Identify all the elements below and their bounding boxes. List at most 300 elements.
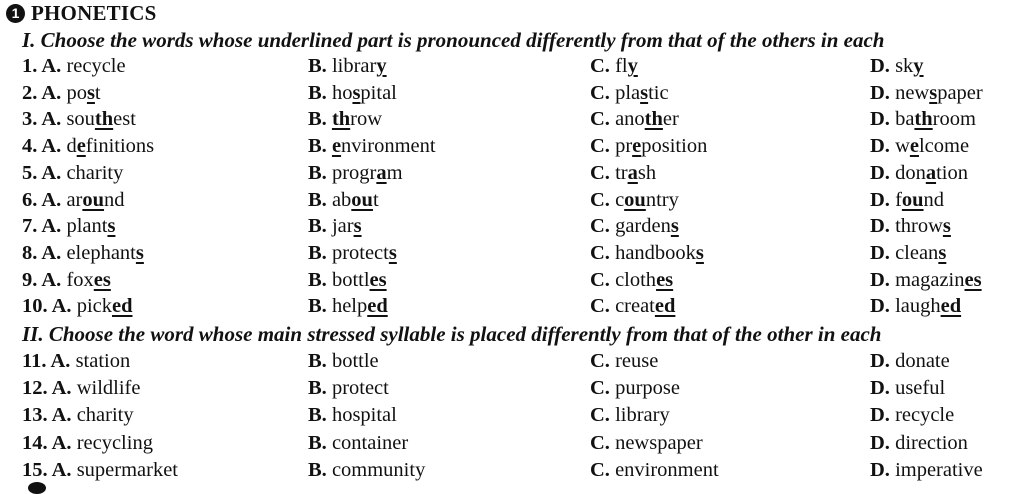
word-part: ntry: [645, 188, 679, 211]
option-a: [22, 457, 178, 484]
underlined-part: es: [964, 268, 982, 291]
option-b: [308, 106, 382, 133]
option-word: [332, 189, 379, 211]
question-row: [0, 160, 1024, 187]
question-number-and-option-label: [22, 135, 61, 157]
word-part: finitions: [85, 135, 155, 158]
option-d: [870, 187, 944, 214]
option-word: [66, 189, 124, 211]
underlined-part: es: [656, 268, 674, 291]
option-word: [332, 242, 397, 264]
underlined-part: s: [388, 241, 397, 264]
option-letter: A.: [50, 350, 71, 372]
underlined-part: s: [929, 81, 938, 104]
option-label: [590, 215, 610, 237]
option-word: [66, 269, 110, 291]
underlined-part: th: [644, 108, 663, 131]
option-word: [76, 350, 131, 372]
option-word: [332, 108, 382, 130]
question-number: 14.: [22, 431, 48, 454]
option-b: [308, 402, 397, 429]
question-number: 15.: [22, 458, 48, 481]
word-part: plant: [66, 215, 108, 238]
underlined-part: s: [86, 81, 95, 104]
option-letter: C.: [590, 188, 610, 211]
option-word: [895, 135, 969, 157]
option-label: [308, 377, 327, 399]
word-part: er: [662, 108, 679, 131]
question-number: 13.: [22, 404, 48, 427]
option-d: [870, 430, 968, 457]
option-word: [895, 404, 954, 426]
question-number: 9.: [22, 268, 38, 291]
underlined-part: s: [942, 215, 951, 238]
option-b: [308, 457, 425, 484]
question-row: [0, 133, 1024, 160]
option-word: [77, 377, 141, 399]
question-row: [0, 457, 1024, 484]
word-part: sk: [895, 55, 914, 77]
word-part: charity: [76, 404, 134, 427]
option-a: [22, 402, 134, 429]
word-part: ar: [66, 188, 83, 211]
option-letter: B.: [308, 55, 327, 77]
word-part: direction: [895, 431, 968, 454]
option-label: [870, 350, 890, 372]
word-part: ano: [615, 108, 645, 131]
word-part: protect: [331, 377, 389, 400]
option-letter: B.: [308, 161, 327, 184]
option-label: [308, 108, 327, 130]
option-a: [22, 267, 111, 294]
question-row: [0, 375, 1024, 402]
option-b: [308, 160, 403, 187]
word-part: m: [386, 161, 403, 184]
option-c: [590, 213, 679, 240]
word-part: c: [615, 188, 625, 211]
word-part: don: [895, 161, 926, 184]
word-part: f: [895, 188, 902, 211]
option-label: [590, 189, 610, 211]
option-letter: A.: [51, 458, 72, 481]
option-letter: C.: [590, 404, 610, 427]
question-number-and-option-label: [22, 55, 61, 77]
word-part: throw: [895, 215, 943, 238]
word-part: handbook: [615, 241, 696, 264]
option-c: [590, 293, 675, 320]
option-d: [870, 402, 954, 429]
option-letter: B.: [308, 295, 327, 318]
question-number: 5.: [22, 161, 38, 184]
option-d: [870, 267, 982, 294]
question-number-and-option-label: [22, 295, 72, 317]
word-part: lcome: [918, 135, 970, 158]
option-word: [332, 459, 425, 481]
option-label: [870, 189, 890, 211]
underlined-part: ou: [901, 188, 924, 211]
option-c: [590, 106, 679, 133]
option-word: [895, 108, 976, 130]
word-part: bottle: [331, 350, 379, 372]
option-letter: A.: [41, 268, 62, 291]
underlined-part: ou: [82, 188, 105, 211]
word-part: newspaper: [615, 431, 703, 454]
option-letter: A.: [41, 108, 62, 131]
word-part: t: [372, 188, 379, 211]
option-letter: A.: [51, 295, 72, 318]
option-label: [590, 242, 610, 264]
word-part: sh: [637, 161, 657, 184]
question-number-and-option-label: [22, 162, 61, 184]
option-letter: A.: [41, 215, 62, 238]
option-letter: A.: [51, 377, 72, 400]
option-word: [332, 55, 387, 77]
option-letter: D.: [870, 81, 890, 104]
word-part: bottl: [331, 268, 370, 291]
section-header: [6, 1, 157, 25]
option-label: [308, 82, 327, 104]
option-word: [332, 162, 403, 184]
option-label: [590, 135, 610, 157]
underlined-part: ou: [351, 188, 373, 211]
word-part: new: [895, 81, 930, 104]
option-label: [870, 242, 890, 264]
question-row: [0, 293, 1024, 320]
option-label: [590, 55, 610, 77]
word-part: tion: [936, 161, 968, 184]
question-number: 7.: [22, 215, 38, 238]
option-c: [590, 133, 707, 160]
option-word: [895, 242, 946, 264]
option-word: [615, 242, 704, 264]
underlined-part: ed: [111, 295, 133, 318]
option-label: [870, 295, 890, 317]
word-part: tr: [615, 161, 628, 184]
option-word: [332, 269, 387, 291]
option-label: [308, 350, 327, 372]
underlined-part: ed: [367, 295, 388, 318]
option-letter: C.: [590, 161, 610, 184]
option-letter: C.: [590, 108, 610, 131]
option-b: [308, 53, 387, 80]
question-number-and-option-label: [22, 82, 61, 104]
option-c: [590, 240, 704, 267]
option-letter: B.: [308, 404, 327, 427]
underlined-part: e: [909, 135, 919, 158]
question-number-and-option-label: [22, 377, 72, 399]
option-word: [66, 108, 136, 130]
question-row: [0, 430, 1024, 457]
option-label: [308, 404, 327, 426]
underlined-part: s: [135, 241, 144, 264]
word-part: clean: [895, 241, 939, 264]
option-a: [22, 430, 153, 457]
option-letter: D.: [870, 268, 890, 291]
option-b: [308, 80, 397, 107]
word-part: pr: [615, 135, 633, 158]
option-label: [870, 135, 890, 157]
option-word: [615, 295, 675, 317]
option-letter: D.: [870, 458, 890, 481]
underlined-part: s: [670, 215, 679, 238]
word-part: pla: [615, 81, 641, 104]
underlined-part: a: [925, 161, 937, 184]
option-a: [22, 187, 125, 214]
option-word: [615, 215, 679, 237]
option-letter: A.: [41, 161, 62, 184]
underlined-part: s: [353, 215, 362, 238]
option-word: [77, 432, 153, 454]
option-word: [615, 404, 670, 426]
word-part: tic: [648, 81, 669, 104]
option-word: [895, 432, 968, 454]
word-part: useful: [895, 377, 946, 400]
underlined-part: th: [914, 108, 933, 131]
word-part: community: [331, 458, 426, 481]
option-c: [590, 348, 658, 375]
option-word: [66, 82, 100, 104]
option-c: [590, 267, 673, 294]
underlined-part: ed: [654, 295, 676, 318]
word-part: nd: [923, 188, 945, 211]
option-b: [308, 348, 379, 375]
option-d: [870, 457, 983, 484]
option-letter: B.: [308, 431, 327, 454]
option-label: [308, 135, 327, 157]
instruction-part-2: II. Choose the word whose main stressed syllable is placed differently from that of the other in each: [22, 322, 882, 346]
option-b: [308, 133, 436, 160]
option-label: [308, 215, 327, 237]
option-letter: C.: [590, 431, 610, 454]
option-b: [308, 187, 379, 214]
option-label: [590, 350, 610, 372]
option-label: [590, 82, 610, 104]
option-label: [870, 404, 890, 426]
option-word: [77, 295, 133, 317]
option-word: [895, 82, 983, 104]
question-row: [0, 187, 1024, 214]
underlined-part: es: [93, 268, 111, 291]
option-word: [895, 215, 951, 237]
option-letter: C.: [590, 81, 610, 104]
word-part: sou: [66, 108, 95, 131]
option-a: [22, 213, 115, 240]
option-a: [22, 53, 126, 80]
word-part: progr: [331, 161, 377, 184]
option-label: [870, 269, 890, 291]
question-number-and-option-label: [22, 215, 61, 237]
question-number: 2.: [22, 81, 38, 104]
option-letter: D.: [870, 188, 890, 211]
option-b: [308, 213, 362, 240]
option-letter: A.: [41, 241, 62, 264]
option-word: [332, 295, 388, 317]
question-number: 4.: [22, 135, 38, 158]
word-part: help: [331, 295, 368, 318]
option-word: [895, 269, 982, 291]
section-title: PHONETICS: [31, 0, 157, 25]
option-c: [590, 457, 719, 484]
word-part: recycle: [66, 55, 126, 77]
option-word: [332, 350, 379, 372]
option-letter: D.: [870, 431, 890, 454]
question-row: [0, 106, 1024, 133]
option-word: [615, 108, 679, 130]
word-part: po: [66, 81, 87, 104]
option-a: [22, 293, 132, 320]
option-word: [66, 162, 123, 184]
option-word: [615, 459, 719, 481]
next-section-badge-partial: [28, 482, 46, 494]
option-word: [895, 350, 950, 372]
question-row: [0, 348, 1024, 375]
option-c: [590, 430, 703, 457]
option-word: [895, 162, 968, 184]
option-d: [870, 293, 961, 320]
word-part: row: [350, 108, 383, 131]
word-part: protect: [331, 241, 389, 264]
option-letter: C.: [590, 215, 610, 238]
word-part: ab: [331, 188, 352, 211]
word-part: garden: [615, 215, 671, 238]
option-d: [870, 240, 946, 267]
instruction-part-1: I. Choose the words whose underlined part is pronounced differently from that of the others in each: [22, 28, 885, 52]
option-letter: D.: [870, 161, 890, 184]
option-label: [590, 404, 610, 426]
underlined-part: ed: [940, 295, 962, 318]
underlined-part: a: [376, 161, 387, 184]
option-a: [22, 348, 130, 375]
option-b: [308, 430, 408, 457]
word-part: laugh: [895, 295, 941, 318]
option-label: [870, 162, 890, 184]
option-letter: D.: [870, 377, 890, 400]
option-word: [332, 432, 408, 454]
option-word: [895, 55, 923, 77]
option-word: [615, 162, 656, 184]
word-part: librar: [331, 55, 377, 77]
option-c: [590, 53, 638, 80]
option-word: [66, 135, 154, 157]
option-d: [870, 53, 924, 80]
option-c: [590, 402, 670, 429]
question-number-and-option-label: [22, 242, 61, 264]
word-part: pick: [76, 295, 112, 318]
word-part: w: [895, 135, 910, 158]
question-row: [0, 267, 1024, 294]
option-letter: D.: [870, 295, 890, 318]
option-letter: C.: [590, 295, 610, 318]
word-part: hospital: [331, 404, 397, 427]
word-part: fox: [66, 268, 94, 291]
option-c: [590, 160, 656, 187]
word-part: wildlife: [76, 377, 141, 400]
question-row: [0, 80, 1024, 107]
option-letter: B.: [308, 377, 327, 400]
option-c: [590, 80, 669, 107]
option-letter: D.: [870, 135, 890, 158]
option-a: [22, 160, 123, 187]
question-number: 11.: [22, 350, 47, 372]
option-letter: C.: [590, 135, 610, 158]
option-letter: B.: [308, 241, 327, 264]
underlined-part: s: [695, 241, 704, 264]
option-letter: C.: [590, 377, 610, 400]
option-c: [590, 375, 680, 402]
option-letter: B.: [308, 350, 327, 372]
option-letter: B.: [308, 458, 327, 481]
option-label: [590, 459, 610, 481]
option-label: [870, 215, 890, 237]
option-b: [308, 293, 388, 320]
word-part: nd: [104, 188, 125, 211]
word-part: imperative: [895, 458, 983, 481]
word-part: environment: [615, 458, 719, 481]
option-label: [870, 108, 890, 130]
question-row: [0, 402, 1024, 429]
underlined-part: y: [376, 55, 387, 77]
option-label: [308, 269, 327, 291]
option-letter: B.: [308, 108, 327, 131]
option-d: [870, 213, 951, 240]
word-part: purpose: [615, 377, 680, 400]
word-part: container: [331, 431, 409, 454]
option-b: [308, 240, 397, 267]
question-row: [0, 53, 1024, 80]
option-word: [895, 189, 944, 211]
option-a: [22, 106, 136, 133]
option-label: [870, 82, 890, 104]
question-number: 12.: [22, 377, 48, 400]
option-label: [870, 377, 890, 399]
option-letter: C.: [590, 241, 610, 264]
option-letter: A.: [41, 188, 62, 211]
option-label: [870, 55, 890, 77]
word-part: ba: [895, 108, 915, 131]
question-number: 1.: [22, 55, 38, 77]
option-word: [332, 377, 389, 399]
underlined-part: e: [331, 135, 342, 158]
option-letter: A.: [51, 431, 72, 454]
option-a: [22, 240, 144, 267]
option-word: [332, 135, 436, 157]
option-label: [870, 432, 890, 454]
word-part: est: [113, 108, 136, 131]
option-d: [870, 160, 968, 187]
option-letter: A.: [51, 404, 72, 427]
underlined-part: y: [627, 55, 638, 77]
question-number-and-option-label: [22, 459, 72, 481]
word-part: elephant: [66, 241, 136, 264]
option-label: [590, 295, 610, 317]
option-label: [308, 55, 327, 77]
option-a: [22, 133, 154, 160]
option-word: [615, 82, 669, 104]
question-number-and-option-label: [22, 432, 72, 454]
word-part: paper: [937, 81, 983, 104]
option-word: [615, 350, 658, 372]
question-number: 6.: [22, 188, 38, 211]
option-label: [590, 108, 610, 130]
option-letter: B.: [308, 188, 327, 211]
word-part: magazin: [895, 268, 965, 291]
word-part: t: [94, 81, 101, 104]
word-part: cloth: [615, 268, 657, 291]
option-label: [308, 295, 327, 317]
option-letter: D.: [870, 108, 890, 131]
underlined-part: s: [640, 81, 649, 104]
option-label: [308, 432, 327, 454]
